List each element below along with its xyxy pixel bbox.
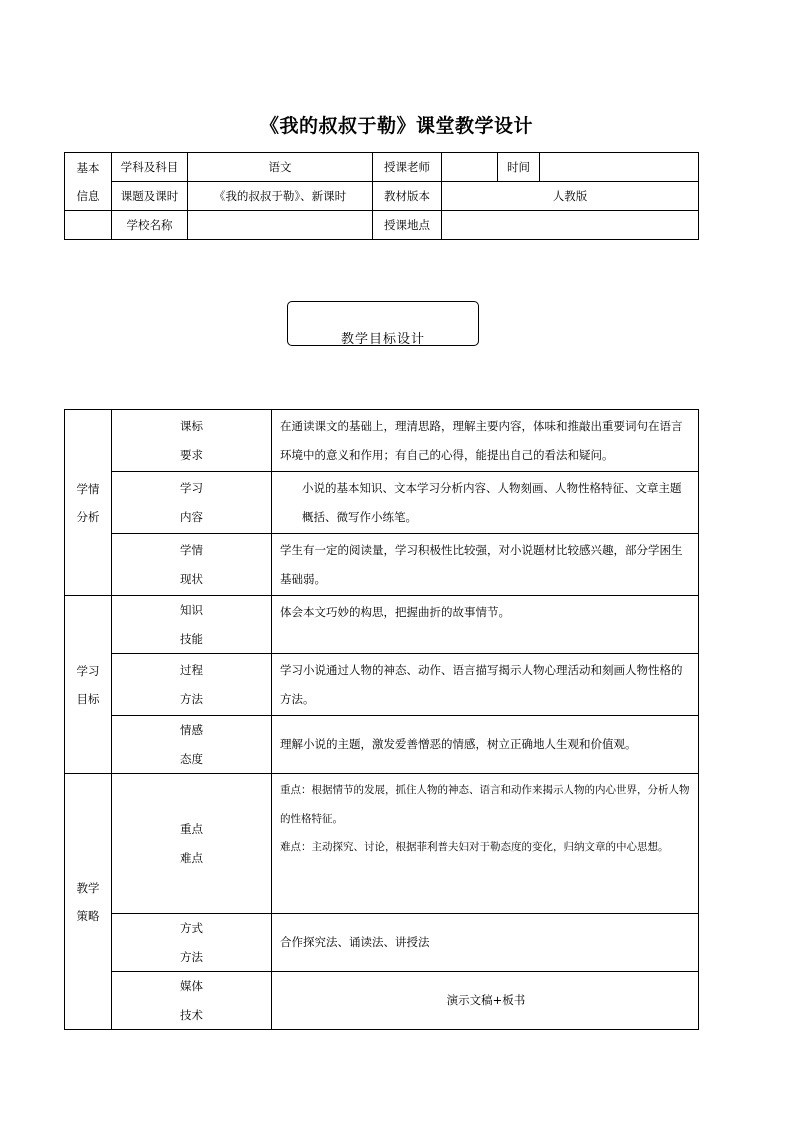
process-label: 过程 方法 <box>112 654 272 716</box>
key-text[interactable] <box>272 774 699 914</box>
lesson-value[interactable]: 《我的叔叔于勒》、新课时 <box>188 182 373 211</box>
basic-info-table <box>64 152 699 240</box>
edition-value[interactable]: 人教版 <box>442 182 699 211</box>
basic-info-label: 基本 信息 <box>65 153 112 211</box>
emotion-text[interactable]: 理解小说的主题，激发爱善憎恶的情感，树立正确地人生观和价值观。 <box>272 716 699 774</box>
curriculum-text[interactable]: 在通读课文的基础上，理清思路，理解主要内容，体味和推敲出重要词句在语言环境中的意义和作用；有自己的心得，能提出自己的看法和疑问。 <box>272 410 699 472</box>
goal-design-box <box>287 301 479 346</box>
school-label: 学校名称 <box>112 211 188 240</box>
time-value[interactable] <box>540 153 699 182</box>
subject-value[interactable]: 语文 <box>188 153 373 182</box>
key-point-text: 重点：根据情节的发展，抓住人物的神态、语言和动作来揭示人物的内心世界，分析人物的性格特征。 <box>280 784 690 825</box>
key-label: 重点 难点 <box>112 774 272 914</box>
section-strategy: 教学 策略 <box>65 774 112 1030</box>
content-text[interactable]: 小说的基本知识、文本学习分析内容、人物刻画、人物性格特征、文章主题概括、微写作小练笔。 <box>272 472 699 534</box>
blank-cell <box>65 211 112 240</box>
place-label: 授课地点 <box>373 211 442 240</box>
section-analysis: 学情 分析 <box>65 410 112 596</box>
status-text[interactable]: 学生有一定的阅读量，学习积极性比较强，对小说题材比较感兴趣，部分学困生基础弱。 <box>272 534 699 596</box>
teacher-label: 授课老师 <box>373 153 442 182</box>
page-title: 《我的叔叔于勒》课堂教学设计 <box>259 115 533 137</box>
lesson-label: 课题及课时 <box>112 182 188 211</box>
teacher-value[interactable] <box>442 153 498 182</box>
place-value[interactable] <box>442 211 699 240</box>
subject-label: 学科及科目 <box>112 153 188 182</box>
difficulty-text: 难点：主动探究、讨论，根据菲利普夫妇对于勒态度的变化，归纳文章的中心思想。 <box>280 841 669 853</box>
goal-design-label: 教学目标设计 <box>340 332 425 346</box>
curriculum-label: 课标 要求 <box>112 410 272 472</box>
status-label: 学情 现状 <box>112 534 272 596</box>
section-goals: 学习 目标 <box>65 596 112 774</box>
process-text[interactable]: 学习小说通过人物的神态、动作、语言描写揭示人物心理活动和刻画人物性格的方法。 <box>272 654 699 716</box>
teaching-design-table <box>64 409 699 1030</box>
media-label: 媒体 技术 <box>112 972 272 1030</box>
time-label: 时间 <box>498 153 540 182</box>
edition-label: 教材版本 <box>373 182 442 211</box>
method-text[interactable]: 合作探究法、诵读法、讲授法 <box>272 914 699 972</box>
emotion-label: 情感 态度 <box>112 716 272 774</box>
knowledge-label: 知识 技能 <box>112 596 272 654</box>
media-text[interactable]: 演示文稿+板书 <box>272 972 699 1030</box>
method-label: 方式 方法 <box>112 914 272 972</box>
school-value[interactable] <box>188 211 373 240</box>
content-label: 学习 内容 <box>112 472 272 534</box>
knowledge-text[interactable]: 体会本文巧妙的构思，把握曲折的故事情节。 <box>272 596 699 654</box>
